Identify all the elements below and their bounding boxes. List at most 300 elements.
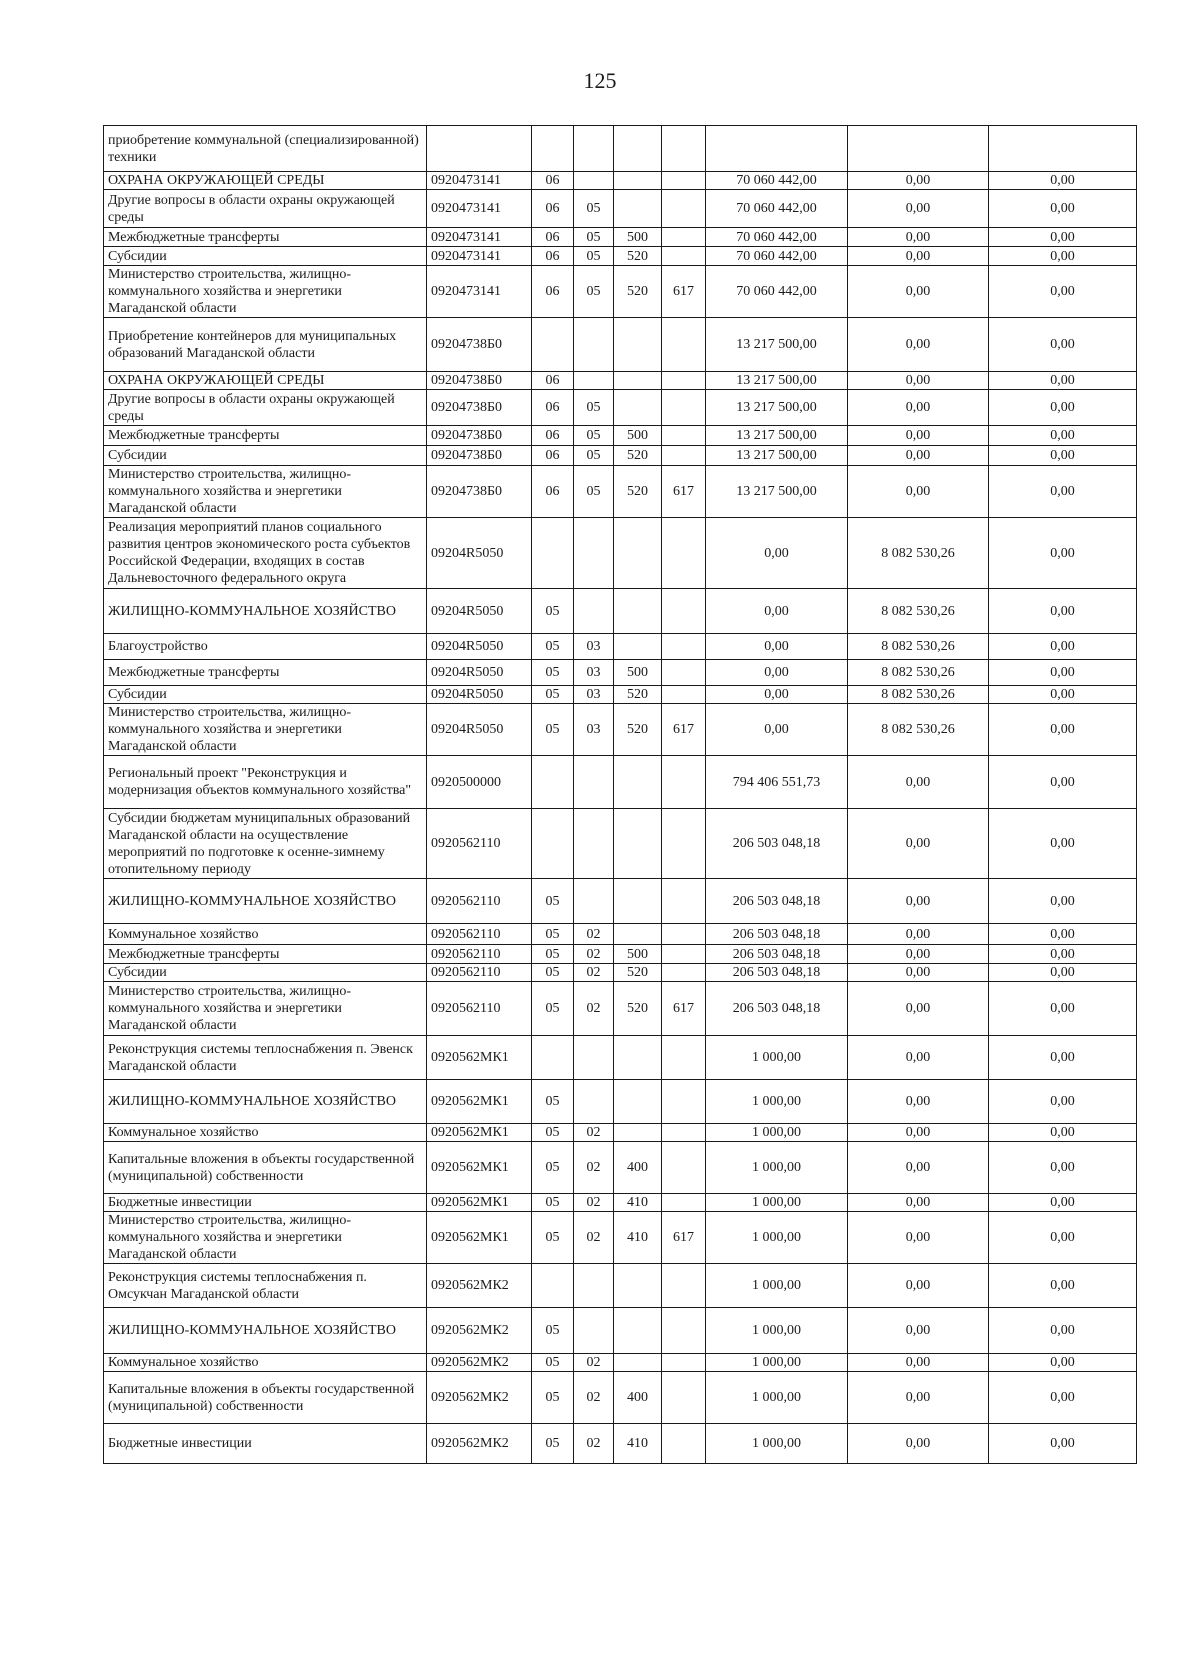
cell-subsection: 02 [574, 1124, 614, 1142]
cell-name: Межбюджетные трансферты [104, 945, 427, 964]
cell-amount-1: 0,00 [706, 660, 848, 686]
cell-grbs [662, 964, 706, 982]
cell-name: Коммунальное хозяйство [104, 1354, 427, 1372]
cell-amount-2: 0,00 [848, 1424, 989, 1464]
cell-expense-type [614, 634, 662, 660]
cell-expense-type [614, 1124, 662, 1142]
cell-grbs [662, 660, 706, 686]
cell-amount-3: 0,00 [989, 1264, 1137, 1308]
table-row [104, 686, 1137, 704]
cell-name: ЖИЛИЩНО-КОММУНАЛЬНОЕ ХОЗЯЙСТВО [104, 1080, 427, 1124]
cell-expense-type: 500 [614, 660, 662, 686]
cell-subsection: 03 [574, 660, 614, 686]
table-row [104, 1308, 1137, 1354]
cell-subsection: 02 [574, 964, 614, 982]
cell-name: Бюджетные инвестиции [104, 1424, 427, 1464]
cell-amount-3: 0,00 [989, 1142, 1137, 1194]
cell-amount-1: 1 000,00 [706, 1424, 848, 1464]
cell-grbs [662, 172, 706, 190]
cell-amount-1: 13 217 500,00 [706, 426, 848, 446]
cell-target-code: 0920473141 [427, 172, 532, 190]
cell-grbs [662, 518, 706, 589]
cell-section: 05 [532, 1212, 574, 1264]
cell-grbs: 617 [662, 466, 706, 518]
cell-name: Приобретение контейнеров для муниципальных образований Магаданской области [104, 318, 427, 372]
cell-amount-3: 0,00 [989, 660, 1137, 686]
cell-name: Министерство строительства, жилищно-коммунального хозяйства и энергетики Магаданской области [104, 982, 427, 1036]
cell-name: Региональный проект "Реконструкция и модернизация объектов коммунального хозяйства" [104, 756, 427, 809]
cell-section: 05 [532, 1308, 574, 1354]
cell-subsection: 02 [574, 1372, 614, 1424]
cell-section: 05 [532, 589, 574, 634]
cell-amount-2: 0,00 [848, 390, 989, 426]
cell-amount-1: 1 000,00 [706, 1194, 848, 1212]
cell-grbs [662, 756, 706, 809]
cell-expense-type [614, 809, 662, 879]
cell-amount-1: 1 000,00 [706, 1212, 848, 1264]
cell-subsection: 02 [574, 982, 614, 1036]
cell-amount-1: 206 503 048,18 [706, 924, 848, 945]
cell-target-code: 09204R5050 [427, 589, 532, 634]
cell-target-code: 09204R5050 [427, 686, 532, 704]
cell-amount-3: 0,00 [989, 266, 1137, 318]
cell-amount-2: 0,00 [848, 228, 989, 247]
cell-expense-type: 500 [614, 228, 662, 247]
cell-target-code: 0920562МК1 [427, 1124, 532, 1142]
cell-amount-3: 0,00 [989, 1212, 1137, 1264]
cell-amount-1: 206 503 048,18 [706, 809, 848, 879]
cell-name: приобретение коммунальной (специализированной) техники [104, 126, 427, 172]
cell-target-code: 0920562МК1 [427, 1194, 532, 1212]
cell-section: 05 [532, 704, 574, 756]
table-row [104, 1212, 1137, 1264]
cell-amount-1: 70 060 442,00 [706, 172, 848, 190]
cell-name: Министерство строительства, жилищно-коммунального хозяйства и энергетики Магаданской области [104, 704, 427, 756]
cell-amount-3: 0,00 [989, 1080, 1137, 1124]
cell-expense-type: 500 [614, 945, 662, 964]
cell-target-code: 09204738Б0 [427, 372, 532, 390]
cell-amount-2: 0,00 [848, 1372, 989, 1424]
cell-name: ЖИЛИЩНО-КОММУНАЛЬНОЕ ХОЗЯЙСТВО [104, 879, 427, 924]
table-row [104, 247, 1137, 266]
cell-expense-type: 520 [614, 982, 662, 1036]
table-row [104, 372, 1137, 390]
cell-section: 05 [532, 1372, 574, 1424]
cell-amount-1: 1 000,00 [706, 1142, 848, 1194]
cell-subsection [574, 1036, 614, 1080]
cell-amount-3: 0,00 [989, 426, 1137, 446]
cell-grbs [662, 879, 706, 924]
cell-grbs [662, 247, 706, 266]
cell-subsection [574, 318, 614, 372]
cell-name: ОХРАНА ОКРУЖАЮЩЕЙ СРЕДЫ [104, 172, 427, 190]
cell-amount-2: 8 082 530,26 [848, 589, 989, 634]
cell-subsection [574, 809, 614, 879]
cell-amount-2: 0,00 [848, 426, 989, 446]
cell-amount-2: 0,00 [848, 172, 989, 190]
cell-amount-3: 0,00 [989, 318, 1137, 372]
cell-section: 06 [532, 228, 574, 247]
cell-amount-3: 0,00 [989, 686, 1137, 704]
cell-target-code: 09204738Б0 [427, 390, 532, 426]
cell-amount-3: 0,00 [989, 1424, 1137, 1464]
cell-amount-2: 0,00 [848, 1354, 989, 1372]
cell-expense-type: 520 [614, 964, 662, 982]
cell-grbs [662, 1194, 706, 1212]
cell-subsection: 05 [574, 190, 614, 228]
cell-expense-type: 520 [614, 266, 662, 318]
cell-section: 05 [532, 964, 574, 982]
cell-name: Капитальные вложения в объекты государственной (муниципальной) собственности [104, 1142, 427, 1194]
cell-target-code: 0920473141 [427, 247, 532, 266]
cell-expense-type: 520 [614, 704, 662, 756]
cell-subsection [574, 126, 614, 172]
cell-target-code: 0920562110 [427, 964, 532, 982]
cell-amount-1: 13 217 500,00 [706, 318, 848, 372]
cell-name: Межбюджетные трансферты [104, 228, 427, 247]
cell-name: ЖИЛИЩНО-КОММУНАЛЬНОЕ ХОЗЯЙСТВО [104, 589, 427, 634]
cell-section: 06 [532, 426, 574, 446]
cell-subsection: 03 [574, 704, 614, 756]
cell-amount-3: 0,00 [989, 756, 1137, 809]
cell-amount-2: 0,00 [848, 1142, 989, 1194]
cell-amount-3: 0,00 [989, 809, 1137, 879]
cell-amount-1: 794 406 551,73 [706, 756, 848, 809]
cell-amount-3: 0,00 [989, 466, 1137, 518]
cell-grbs [662, 1372, 706, 1424]
cell-name: Министерство строительства, жилищно-коммунального хозяйства и энергетики Магаданской области [104, 466, 427, 518]
cell-grbs [662, 1080, 706, 1124]
cell-subsection: 05 [574, 247, 614, 266]
cell-name: Бюджетные инвестиции [104, 1194, 427, 1212]
cell-amount-1: 0,00 [706, 686, 848, 704]
cell-subsection: 05 [574, 390, 614, 426]
cell-amount-2: 0,00 [848, 372, 989, 390]
cell-subsection: 05 [574, 426, 614, 446]
cell-amount-2: 0,00 [848, 446, 989, 466]
cell-expense-type [614, 318, 662, 372]
cell-expense-type [614, 190, 662, 228]
cell-target-code: 09204R5050 [427, 660, 532, 686]
cell-subsection [574, 879, 614, 924]
table-row [104, 318, 1137, 372]
cell-amount-3: 0,00 [989, 589, 1137, 634]
cell-section: 05 [532, 1124, 574, 1142]
cell-grbs: 617 [662, 704, 706, 756]
cell-amount-1: 13 217 500,00 [706, 446, 848, 466]
cell-expense-type [614, 390, 662, 426]
cell-name: Субсидии [104, 446, 427, 466]
cell-name: Реконструкция системы теплоснабжения п. Эвенск Магаданской области [104, 1036, 427, 1080]
cell-expense-type: 500 [614, 426, 662, 446]
cell-grbs [662, 318, 706, 372]
cell-target-code: 0920473141 [427, 266, 532, 318]
cell-subsection [574, 1080, 614, 1124]
cell-subsection: 02 [574, 1212, 614, 1264]
cell-section: 06 [532, 372, 574, 390]
cell-name: Министерство строительства, жилищно-коммунального хозяйства и энергетики Магаданской области [104, 1212, 427, 1264]
table-row [104, 190, 1137, 228]
cell-subsection: 03 [574, 634, 614, 660]
cell-amount-3: 0,00 [989, 1308, 1137, 1354]
cell-subsection: 02 [574, 1194, 614, 1212]
table-row [104, 266, 1137, 318]
cell-amount-3: 0,00 [989, 172, 1137, 190]
cell-amount-2: 8 082 530,26 [848, 660, 989, 686]
cell-amount-1: 0,00 [706, 634, 848, 660]
table-row [104, 172, 1137, 190]
cell-grbs: 617 [662, 982, 706, 1036]
cell-amount-3: 0,00 [989, 1124, 1137, 1142]
table-row [104, 1354, 1137, 1372]
table-row [104, 704, 1137, 756]
cell-section [532, 809, 574, 879]
cell-section: 05 [532, 879, 574, 924]
cell-amount-1: 1 000,00 [706, 1264, 848, 1308]
cell-section: 06 [532, 247, 574, 266]
cell-amount-1: 13 217 500,00 [706, 372, 848, 390]
cell-target-code: 09204738Б0 [427, 318, 532, 372]
cell-grbs [662, 1308, 706, 1354]
cell-amount-2: 8 082 530,26 [848, 634, 989, 660]
cell-amount-3: 0,00 [989, 1036, 1137, 1080]
cell-section [532, 1264, 574, 1308]
cell-grbs: 617 [662, 1212, 706, 1264]
cell-amount-3 [989, 126, 1137, 172]
table-row [104, 964, 1137, 982]
table-row [104, 518, 1137, 589]
cell-section: 05 [532, 1424, 574, 1464]
budget-table [103, 125, 1137, 1464]
cell-name: Реконструкция системы теплоснабжения п. Омсукчан Магаданской области [104, 1264, 427, 1308]
cell-name: Межбюджетные трансферты [104, 426, 427, 446]
cell-expense-type [614, 1308, 662, 1354]
cell-section [532, 126, 574, 172]
table-row [104, 466, 1137, 518]
cell-name: Капитальные вложения в объекты государственной (муниципальной) собственности [104, 1372, 427, 1424]
cell-amount-3: 0,00 [989, 634, 1137, 660]
cell-expense-type [614, 1036, 662, 1080]
cell-grbs [662, 945, 706, 964]
cell-amount-3: 0,00 [989, 446, 1137, 466]
cell-subsection [574, 756, 614, 809]
cell-name: ЖИЛИЩНО-КОММУНАЛЬНОЕ ХОЗЯЙСТВО [104, 1308, 427, 1354]
cell-name: Реализация мероприятий планов социального развития центров экономического роста субъектов Российской Федерации, входящих в состав Дальневосточного федерального округа [104, 518, 427, 589]
cell-amount-1: 1 000,00 [706, 1372, 848, 1424]
cell-target-code: 0920562110 [427, 924, 532, 945]
cell-amount-1: 70 060 442,00 [706, 247, 848, 266]
cell-subsection: 05 [574, 228, 614, 247]
cell-section: 06 [532, 190, 574, 228]
table-row [104, 1424, 1137, 1464]
cell-subsection: 05 [574, 266, 614, 318]
cell-amount-2: 0,00 [848, 1264, 989, 1308]
cell-amount-1: 206 503 048,18 [706, 879, 848, 924]
cell-target-code: 0920562МК1 [427, 1212, 532, 1264]
cell-amount-1: 0,00 [706, 704, 848, 756]
cell-expense-type: 520 [614, 466, 662, 518]
table-row [104, 924, 1137, 945]
cell-target-code: 0920500000 [427, 756, 532, 809]
cell-target-code: 0920562МК2 [427, 1424, 532, 1464]
cell-section: 05 [532, 1194, 574, 1212]
cell-grbs [662, 228, 706, 247]
cell-amount-3: 0,00 [989, 945, 1137, 964]
cell-grbs [662, 126, 706, 172]
cell-expense-type: 410 [614, 1194, 662, 1212]
cell-amount-3: 0,00 [989, 879, 1137, 924]
cell-target-code: 0920562МК1 [427, 1080, 532, 1124]
cell-name: Субсидии [104, 247, 427, 266]
cell-name: Коммунальное хозяйство [104, 924, 427, 945]
cell-amount-2: 0,00 [848, 756, 989, 809]
table-row [104, 809, 1137, 879]
cell-grbs [662, 686, 706, 704]
cell-expense-type: 410 [614, 1424, 662, 1464]
cell-amount-1: 1 000,00 [706, 1036, 848, 1080]
cell-amount-2: 8 082 530,26 [848, 704, 989, 756]
cell-amount-2: 0,00 [848, 1036, 989, 1080]
cell-grbs [662, 1264, 706, 1308]
table-row [104, 1142, 1137, 1194]
cell-section [532, 518, 574, 589]
cell-amount-3: 0,00 [989, 964, 1137, 982]
cell-subsection: 02 [574, 945, 614, 964]
table-row [104, 879, 1137, 924]
cell-expense-type [614, 879, 662, 924]
cell-target-code: 09204R5050 [427, 634, 532, 660]
cell-grbs [662, 924, 706, 945]
cell-amount-2: 0,00 [848, 266, 989, 318]
cell-expense-type: 410 [614, 1212, 662, 1264]
cell-grbs [662, 390, 706, 426]
cell-expense-type [614, 756, 662, 809]
cell-amount-1: 70 060 442,00 [706, 266, 848, 318]
cell-expense-type [614, 589, 662, 634]
cell-expense-type [614, 924, 662, 945]
cell-amount-2: 0,00 [848, 190, 989, 228]
cell-amount-1: 70 060 442,00 [706, 190, 848, 228]
cell-target-code: 0920562МК2 [427, 1264, 532, 1308]
cell-amount-2: 0,00 [848, 1212, 989, 1264]
cell-name: Субсидии [104, 964, 427, 982]
table-row [104, 1372, 1137, 1424]
table-row [104, 945, 1137, 964]
cell-amount-3: 0,00 [989, 228, 1137, 247]
cell-expense-type: 520 [614, 686, 662, 704]
cell-grbs [662, 1424, 706, 1464]
cell-section: 05 [532, 660, 574, 686]
cell-subsection: 03 [574, 686, 614, 704]
cell-subsection [574, 589, 614, 634]
table-body [104, 126, 1137, 1464]
cell-target-code: 09204738Б0 [427, 426, 532, 446]
cell-grbs [662, 1036, 706, 1080]
cell-amount-2: 0,00 [848, 247, 989, 266]
table-row [104, 589, 1137, 634]
cell-subsection: 02 [574, 1142, 614, 1194]
cell-amount-2: 0,00 [848, 964, 989, 982]
cell-name: Субсидии [104, 686, 427, 704]
cell-target-code: 0920562МК2 [427, 1372, 532, 1424]
cell-amount-1 [706, 126, 848, 172]
cell-amount-2: 0,00 [848, 1124, 989, 1142]
cell-subsection: 02 [574, 1424, 614, 1464]
cell-amount-3: 0,00 [989, 704, 1137, 756]
cell-name: Коммунальное хозяйство [104, 1124, 427, 1142]
cell-amount-3: 0,00 [989, 247, 1137, 266]
cell-target-code: 0920562110 [427, 945, 532, 964]
cell-grbs [662, 634, 706, 660]
cell-section: 06 [532, 390, 574, 426]
cell-expense-type [614, 518, 662, 589]
cell-grbs [662, 426, 706, 446]
cell-name: Межбюджетные трансферты [104, 660, 427, 686]
cell-grbs [662, 190, 706, 228]
cell-target-code: 0920562МК2 [427, 1308, 532, 1354]
cell-amount-3: 0,00 [989, 1372, 1137, 1424]
cell-target-code: 0920562110 [427, 879, 532, 924]
cell-section [532, 318, 574, 372]
cell-expense-type [614, 1264, 662, 1308]
cell-target-code: 0920473141 [427, 228, 532, 247]
cell-name: ОХРАНА ОКРУЖАЮЩЕЙ СРЕДЫ [104, 372, 427, 390]
cell-amount-2: 0,00 [848, 1194, 989, 1212]
cell-grbs [662, 446, 706, 466]
table-row [104, 126, 1137, 172]
cell-name: Другие вопросы в области охраны окружающей среды [104, 190, 427, 228]
cell-grbs [662, 1354, 706, 1372]
cell-target-code: 0920562110 [427, 982, 532, 1036]
cell-amount-3: 0,00 [989, 190, 1137, 228]
cell-section: 05 [532, 1142, 574, 1194]
table-row [104, 756, 1137, 809]
cell-expense-type [614, 1080, 662, 1124]
table-row [104, 1124, 1137, 1142]
cell-amount-3: 0,00 [989, 1354, 1137, 1372]
cell-amount-1: 1 000,00 [706, 1124, 848, 1142]
cell-name: Субсидии бюджетам муниципальных образований Магаданской области на осуществление мероприятий по подготовке к осенне-зимнему отопительному периоду [104, 809, 427, 879]
cell-subsection [574, 518, 614, 589]
cell-amount-3: 0,00 [989, 372, 1137, 390]
cell-amount-2: 0,00 [848, 1308, 989, 1354]
cell-expense-type [614, 372, 662, 390]
table-row [104, 982, 1137, 1036]
cell-amount-2: 0,00 [848, 809, 989, 879]
cell-amount-2: 0,00 [848, 466, 989, 518]
cell-section: 06 [532, 446, 574, 466]
cell-amount-2: 8 082 530,26 [848, 686, 989, 704]
table-row [104, 446, 1137, 466]
cell-subsection: 02 [574, 1354, 614, 1372]
cell-target-code: 09204738Б0 [427, 466, 532, 518]
cell-section: 05 [532, 1354, 574, 1372]
cell-amount-1: 206 503 048,18 [706, 982, 848, 1036]
table-row [104, 1194, 1137, 1212]
cell-subsection [574, 172, 614, 190]
cell-amount-3: 0,00 [989, 390, 1137, 426]
cell-expense-type [614, 172, 662, 190]
cell-amount-1: 1 000,00 [706, 1308, 848, 1354]
table-row [104, 660, 1137, 686]
cell-section: 05 [532, 634, 574, 660]
cell-section [532, 1036, 574, 1080]
cell-target-code: 0920562110 [427, 809, 532, 879]
cell-target-code [427, 126, 532, 172]
table-row [104, 426, 1137, 446]
page-number: 125 [583, 68, 617, 93]
cell-amount-2: 0,00 [848, 879, 989, 924]
